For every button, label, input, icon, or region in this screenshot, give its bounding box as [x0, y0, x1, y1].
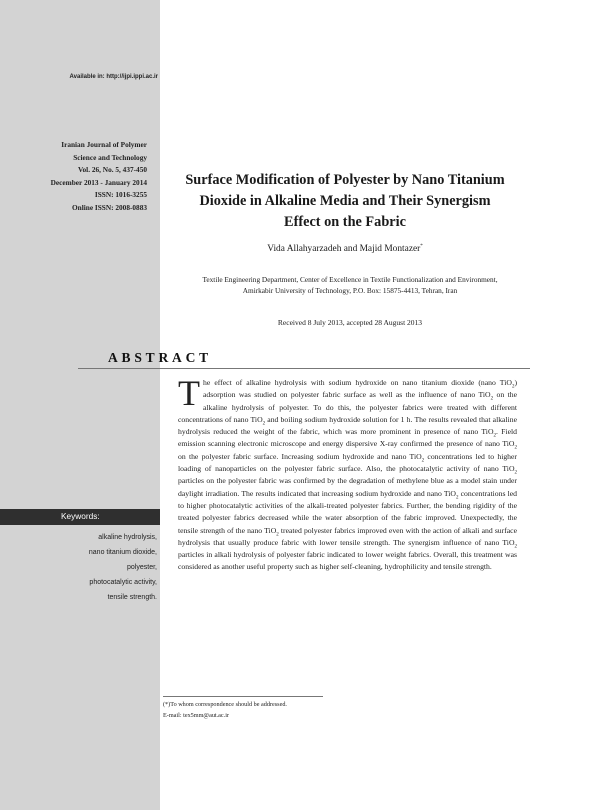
affiliation [165, 274, 535, 296]
subscript: 2 [493, 433, 496, 439]
abstract-seg: . Field emission scanning electronic microscope and energy dispersive X-ray confirmed the presence of nano TiO [178, 427, 517, 449]
footnote-rule [163, 696, 323, 697]
subscript: 2 [511, 384, 515, 390]
subscript: 2 [455, 495, 459, 501]
journal-date: December 2013 - January 2014 [50, 177, 147, 187]
journal-online-issn: Online ISSN: 2008-0883 [71, 202, 147, 212]
abstract-heading: ABSTRACT [108, 350, 212, 365]
abstract-seg: concentrations led to higher loading of nanoparticles on the polyester fabric surface. Also, the photocatalytic activity of nano TiO [178, 451, 517, 474]
title-line2: Dioxide in Alkaline Media and Their Synergism [199, 193, 491, 209]
title-line1: Surface Modification of Polyester by Nano Titanium [185, 172, 505, 188]
subscript: 2 [514, 470, 517, 476]
abstract-seg: and boiling sodium hydroxide solution for 1 h. The results revealed that alkaline hydrolysis reduced the weight of the fabric, which was more prominent in presence of nano TiO [178, 414, 517, 437]
keyword-item: photocatalytic activity, [89, 579, 157, 586]
affiliation-line2: Amirkabir University of Technology, P.O. Box: 15875-4413, Tehran, Iran [242, 286, 458, 295]
received-dates: Received 8 July 2013, accepted 28 August 2013 [277, 318, 423, 327]
subscript: 2 [262, 421, 266, 427]
abstract-seg: on the alkaline hydrolysis of polyester. To do this, the polyester fabrics were treated with different concentrations of nano TiO [178, 390, 517, 424]
abstract-seg: concentrations led to higher photocatalytic activities of the alkali-treated polyester fabrics. Further, the bending rigidity of the treated polyester fabrics decreased while the water absorption of the fabric improved. Unexpectedly, the tensile strength of the nano TiO [178, 488, 518, 535]
keyword-item: alkaline hydrolysis, [98, 534, 157, 541]
abstract-seg: treated polyester fabrics improved even with the action of alkali and surface hydrolysis that usually produce fabric with lower tensile strength. The synergism influence of nano TiO [178, 525, 518, 547]
keyword-item: polyester, [127, 564, 157, 571]
authors [165, 244, 525, 254]
availability-note: Available in: http://ijpi.ippi.ac.ir [69, 74, 158, 80]
abstract-seg: he effect of alkaline hydrolysis with sodium hydroxide on nano titanium dioxide (nano TiO [203, 378, 512, 387]
footnote [163, 699, 463, 721]
footnote-text: To whom correspondence should be addressed. [170, 701, 287, 708]
subscript: 2 [514, 446, 517, 452]
abstract-seg: particles in alkali hydrolysis of polyester fabric indicated to lower weight fabrics. Overall, this treatment was considered as another useful property such as higher self-cleaning, hydrophilicity and tensile strength. [178, 550, 517, 572]
subscript: 2 [490, 396, 494, 402]
footnote-line1 [163, 699, 463, 710]
journal-name-line1: Iranian Journal of Polymer [61, 140, 147, 149]
journal-issn: ISSN: 1016-3255 [94, 190, 147, 199]
author-names: Vida Allahyarzadeh and Majid Montazer [267, 244, 421, 255]
abstract-seg: ) adsorption was studied on polyester fabric surface as well as the influence of nano TiO [203, 378, 517, 400]
journal-info [0, 139, 147, 214]
subscript: 2 [514, 544, 517, 550]
journal-volume: Vol. 26, No. 5, 437-450 [77, 165, 147, 174]
abstract-seg: particles on the polyester fabric was confirmed by the degradation of methylene blue as a model stain under daylight irradiation. The results indicated that increasing sodium hydroxide and nano TiO [178, 476, 517, 498]
author-mark: * [420, 244, 423, 249]
left-sidebar [0, 0, 160, 810]
paper-title [165, 170, 525, 233]
abstract-seg: on the polyester fabric surface. Increasing sodium hydroxide and nano TiO [178, 451, 422, 461]
footnote-mark: (*) [163, 701, 171, 708]
keyword-item: tensile strength. [107, 594, 157, 601]
subscript: 2 [276, 532, 279, 538]
abstract-text [178, 373, 518, 574]
subscript: 2 [421, 458, 425, 464]
footnote-email: E-mail: tex5mm@aut.ac.ir [163, 712, 230, 719]
keywords-title: Keywords: [61, 511, 100, 521]
abstract-rule [78, 368, 530, 369]
keyword-item: nano titanium dioxide, [88, 549, 157, 556]
journal-name-line2: Science and Technology [73, 152, 147, 162]
affiliation-line1: Textile Engineering Department, Center of Excellence in Textile Functionalization and Environment, [202, 275, 498, 284]
title-line3: Effect on the Fabric [284, 214, 406, 230]
keywords-list [0, 530, 157, 605]
dropcap: T [178, 373, 200, 413]
